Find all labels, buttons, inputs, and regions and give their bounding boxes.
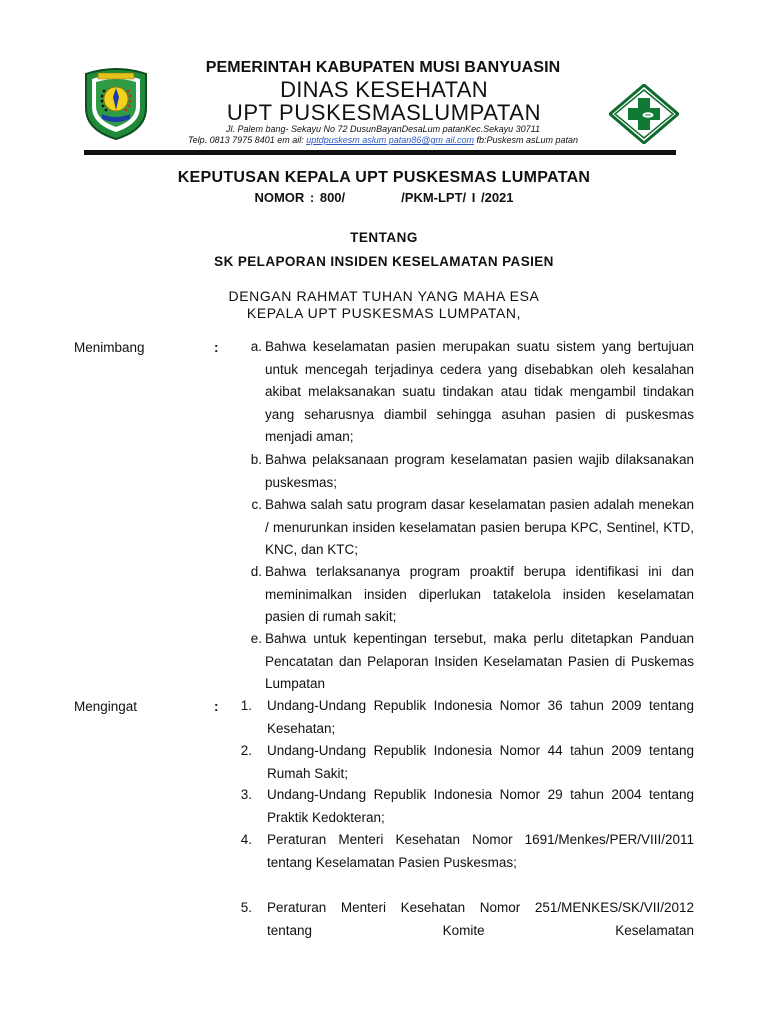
item-marker: a. [250, 339, 262, 354]
item-text: Bahwa salah satu program dasar keselamatan pasien adalah menekan / menurunkan insiden keselamatan pasien berupa KPC, Sentinel, KTD, KNC, dan KTC; [265, 497, 694, 557]
menimbang-item-d [230, 561, 694, 629]
decree-subject: SK PELAPORAN INSIDEN KESELAMATAN PASIEN [214, 254, 554, 269]
contact-line [0, 135, 766, 145]
menimbang-label: Menimbang [74, 340, 145, 355]
phone-text: Telp. 0813 7975 8401 em ail: [187, 135, 307, 145]
facebook-text: fb:Puskesm asLum patan [473, 135, 579, 145]
decree-number [0, 190, 768, 205]
mengingat-item-2 [230, 740, 694, 785]
item-text: Bahwa untuk kepentingan tersebut, maka perlu ditetapkan Panduan Pencatatan dan Pelaporan Insiden Keselamatan Pasien di Puskemas Lumpatan [265, 631, 694, 691]
decree-title: KEPUTUSAN KEPALA UPT PUSKESMAS LUMPATAN [177, 169, 591, 186]
blessing-line-2: KEPALA UPT PUSKESMAS LUMPATAN, [246, 305, 522, 321]
government-name: PEMERINTAH KABUPATEN MUSI BANYUASIN [205, 59, 561, 76]
blessing-line-1: DENGAN RAHMAT TUHAN YANG MAHA ESA [228, 288, 540, 304]
item-text: Bahwa terlaksananya program proaktif berupa identifikasi ini dan meminimalkan insiden diperlukan tatakelola insiden keselamatan pasien di rumah sakit; [265, 564, 694, 624]
item-marker: e. [250, 631, 262, 646]
mengingat-item-1 [230, 695, 694, 740]
number-right: /PKM-LPT/ I /2021 [401, 190, 514, 205]
address-line: Jl. Palem bang- Sekayu No 72 DusunBayanDesaLum patanKec.Sekayu 30711 [225, 124, 541, 134]
menimbang-item-a [230, 336, 694, 449]
item-text: Undang-Undang Republik Indonesia Nomor 36 tahun 2009 tentang Kesehatan; [267, 698, 694, 736]
menimbang-colon: : [214, 340, 219, 355]
item-marker: 4. [240, 832, 252, 847]
item-marker: b. [250, 452, 262, 467]
mengingat-item-3 [230, 784, 694, 829]
email-link[interactable]: uptdpuskesm aslum patan86@gm ail.com [306, 135, 474, 145]
item-marker: d. [250, 564, 262, 579]
item-text: Peraturan Menteri Kesehatan Nomor 251/MENKES/SK/VII/2012 tentang Komite Keselamatan [267, 900, 694, 938]
item-marker: 3. [240, 787, 252, 802]
about-heading: TENTANG [350, 230, 418, 245]
menimbang-item-e [230, 628, 694, 696]
letterhead-divider [84, 150, 676, 155]
menimbang-item-c [230, 494, 694, 562]
mengingat-label: Mengingat [74, 699, 138, 714]
item-text: Bahwa pelaksanaan program keselamatan pasien wajib dilaksanakan puskesmas; [265, 452, 694, 490]
item-marker: c. [251, 497, 262, 512]
mengingat-item-5 [230, 897, 694, 942]
item-marker: 5. [240, 900, 252, 915]
item-text: Peraturan Menteri Kesehatan Nomor 1691/Menkes/PER/VIII/2011 tentang Keselamatan Pasien Puskesmas; [267, 832, 694, 870]
number-left: NOMOR : 800/ [254, 190, 346, 205]
department-name: DINAS KESEHATAN [280, 77, 488, 102]
item-marker: 1. [240, 698, 252, 713]
mengingat-item-4 [230, 829, 694, 874]
menimbang-item-b [230, 449, 694, 494]
item-marker: 2. [240, 743, 252, 758]
mengingat-colon: : [214, 699, 219, 714]
item-text: Undang-Undang Republik Indonesia Nomor 44 tahun 2009 tentang Rumah Sakit; [267, 743, 694, 781]
unit-name: UPT PUSKESMASLUMPATAN [226, 100, 542, 125]
item-text: Bahwa keselamatan pasien merupakan suatu sistem yang bertujuan untuk mencegah terjadinya cedera yang disebabkan oleh kesalahan akibat melaksanakan suatu tindakan atau tidak mengambil tindakan yang seharusnya diambil sehingga asuhan pasien di puskesmas menjadi aman; [265, 339, 694, 444]
item-text: Undang-Undang Republik Indonesia Nomor 29 tahun 2004 tentang Praktik Kedokteran; [267, 787, 694, 825]
